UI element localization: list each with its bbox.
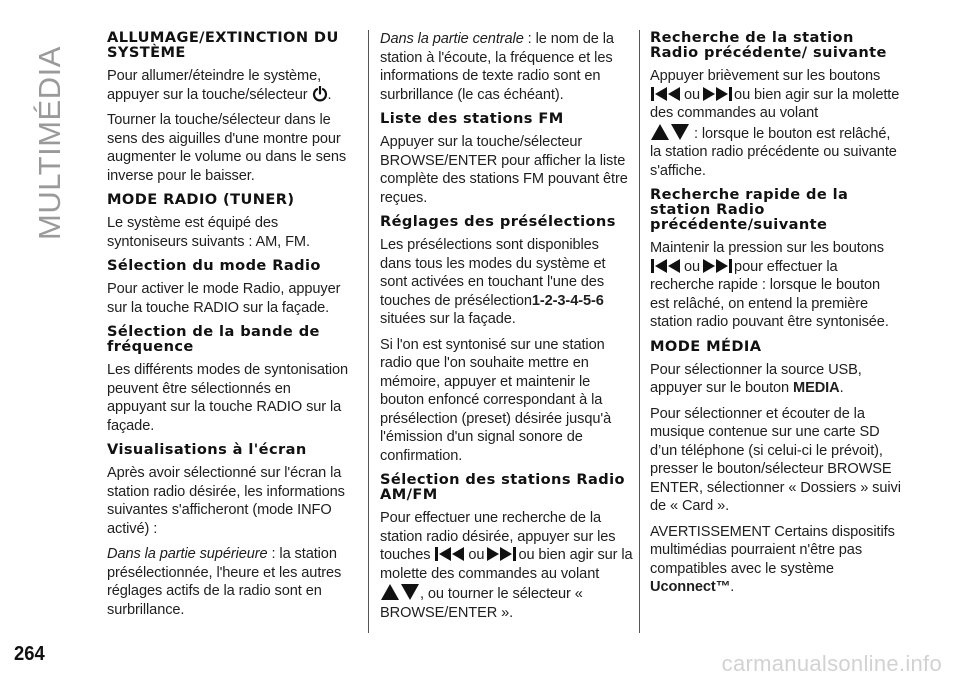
- paragraph-media-3: [650, 523, 902, 597]
- paragraph-allumage-2: Tourner la touche/sélecteur dans le sens des aiguilles d'une montre pour augmenter le volume ou dans le sens inverse pour le baisser.: [107, 112, 347, 184]
- next-track-icon: [700, 258, 734, 274]
- page-number: 264: [14, 643, 45, 665]
- paragraph-partie-centrale: [380, 30, 633, 104]
- paragraph-visualisations: Après avoir sélectionné sur l'écran la station radio désirée, les informations suivantes s'afficheront (mode INFO activé) :: [107, 465, 345, 537]
- heading-mode-radio: MODE RADIO (TUNER): [107, 191, 295, 208]
- up-arrow-icon: [380, 583, 400, 601]
- section-side-tab: [22, 30, 67, 240]
- next-track-icon: [484, 546, 518, 562]
- media-button-label: MEDIA: [793, 380, 840, 396]
- text-media-1c: .: [839, 380, 844, 396]
- section-title: MULTIMÉDIA: [32, 46, 67, 240]
- paragraph-mode-radio: Le système est équipé des syntoniseurs suivants : AM, FM.: [107, 215, 310, 250]
- text-sel-b: ou bien agir sur la molette des commandes au volant: [380, 547, 633, 582]
- paragraph-selection-stations: [380, 509, 633, 622]
- column-divider-2: [639, 30, 640, 633]
- paragraph-recherche-rapide: [650, 239, 902, 332]
- heading-selection-stations: Sélection des stations Radio AM/FM: [380, 471, 625, 503]
- text-rech-b: ou bien agir sur la molette des commandes au volant: [650, 86, 900, 121]
- text-media-3c: .: [730, 579, 735, 595]
- text-rap-ou: ou: [684, 258, 701, 275]
- next-track-icon: [700, 86, 734, 102]
- label-partie-centrale: Dans la partie centrale: [380, 31, 524, 47]
- heading-recherche-rapide: Recherche rapide de la station Radio précédente/suivante: [650, 186, 849, 233]
- power-icon: [312, 86, 328, 102]
- text-partie-centrale: : le nom de la station à l'écoute, la fréquence et les informations de texte radio sont en surbrillance (le cas échéant).: [380, 31, 614, 103]
- heading-visualisations: Visualisations à l'écran: [107, 441, 307, 458]
- text-rech-ou: ou: [684, 86, 701, 103]
- paragraph-allumage: [107, 67, 352, 104]
- text-reglages-a: Les présélections sont disponibles dans tous les modes du système et sont activées en touchant l'une des touches de présélection: [380, 237, 606, 309]
- column-3: [650, 30, 902, 604]
- column-divider-1: [368, 30, 369, 633]
- text-rap-b: pour effectuer la recherche rapide : lorsque le bouton est relâché, on entend la première station radio pouvant être syntonisée.: [650, 258, 889, 330]
- text-partie-superieure: : la station présélectionnée, l'heure et les autres réglages actifs de la radio sont en surbrillance.: [107, 546, 342, 618]
- text-sel-c: , ou tourner le sélecteur « BROWSE/ENTER ».: [380, 586, 583, 621]
- text-reglages-b: situées sur la façade.: [380, 311, 516, 327]
- previous-track-icon: [650, 86, 684, 102]
- paragraph-selection-bande: Les différents modes de syntonisation peuvent être sélectionnés en appuyant sur la touche RADIO sur la façade.: [107, 362, 349, 434]
- column-2: [380, 30, 633, 629]
- watermark: carmanualsonline.info: [721, 651, 942, 676]
- paragraph-syntonise: Si l'on est syntonisé sur une station radio que l'on souhaite mettre en mémoire, appuyer et maintenir le bouton enfoncé correspondant à la présélection (preset) désirée jusqu'à l'émission d'un signal sonore de confirmation.: [380, 336, 612, 464]
- paragraph-reglages: [380, 236, 633, 329]
- text-rech-c: : lorsque le bouton est relâché, la station radio précédente ou suivante s'affiche.: [650, 125, 897, 179]
- up-arrow-icon: [650, 123, 670, 141]
- heading-selection-bande: Sélection de la bande de fréquence: [107, 323, 320, 355]
- heading-recherche: Recherche de la station Radio précédente/ suivante: [650, 29, 887, 61]
- text-media-1a: Pour sélectionner la source USB, appuyer sur le bouton: [650, 361, 862, 396]
- paragraph-liste-fm: Appuyer sur la touche/sélecteur BROWSE/ENTER pour afficher la liste complète des stations FM pouvant être reçues.: [380, 134, 628, 206]
- paragraph-partie-superieure: [107, 545, 352, 619]
- paragraph-media-2: Pour sélectionner et écouter de la musique contenue sur une carte SD d’un téléphone (si celui-ci le prévoit), presser le bouton/sélecteur BROWSE ENTER, sélectionner « Dossiers » suivi de « Card ».: [650, 405, 901, 514]
- paragraph-media-1: [650, 361, 902, 398]
- paragraph-selection-mode: Pour activer le mode Radio, appuyer sur la touche RADIO sur la façade.: [107, 281, 341, 316]
- heading-reglages: Réglages des présélections: [380, 213, 616, 230]
- heading-liste-fm: Liste des stations FM: [380, 110, 564, 127]
- text-rap-a: Maintenir la pression sur les boutons: [650, 240, 884, 256]
- previous-track-icon: [434, 546, 468, 562]
- text-media-3a: AVERTISSEMENT Certains dispositifs multimédias pourraient n'être pas compatibles avec le système: [650, 523, 895, 577]
- previous-track-icon: [650, 258, 684, 274]
- column-1: [107, 30, 352, 626]
- heading-allumage: ALLUMAGE/EXTINCTION DU SYSTÈME: [107, 29, 339, 61]
- text-allumage: Pour allumer/éteindre le système, appuyer sur la touche/sélecteur: [107, 68, 322, 103]
- label-partie-superieure: Dans la partie supérieure: [107, 546, 268, 562]
- text-sel-ou: ou: [468, 547, 485, 563]
- down-arrow-icon: [670, 123, 690, 141]
- paragraph-recherche: [650, 67, 902, 180]
- text-allumage-end: .: [327, 86, 332, 103]
- preset-numbers: 1-2-3-4-5-6: [531, 292, 604, 309]
- text-rech-a: Appuyer brièvement sur les boutons: [650, 68, 881, 84]
- text-sel-a: Pour effectuer une recherche de la station radio désirée, appuyer sur les touches: [380, 510, 616, 563]
- heading-mode-media: MODE MÉDIA: [650, 337, 762, 355]
- heading-selection-mode: Sélection du mode Radio: [107, 257, 321, 274]
- uconnect-label: Uconnect™: [650, 579, 731, 595]
- down-arrow-icon: [400, 583, 420, 601]
